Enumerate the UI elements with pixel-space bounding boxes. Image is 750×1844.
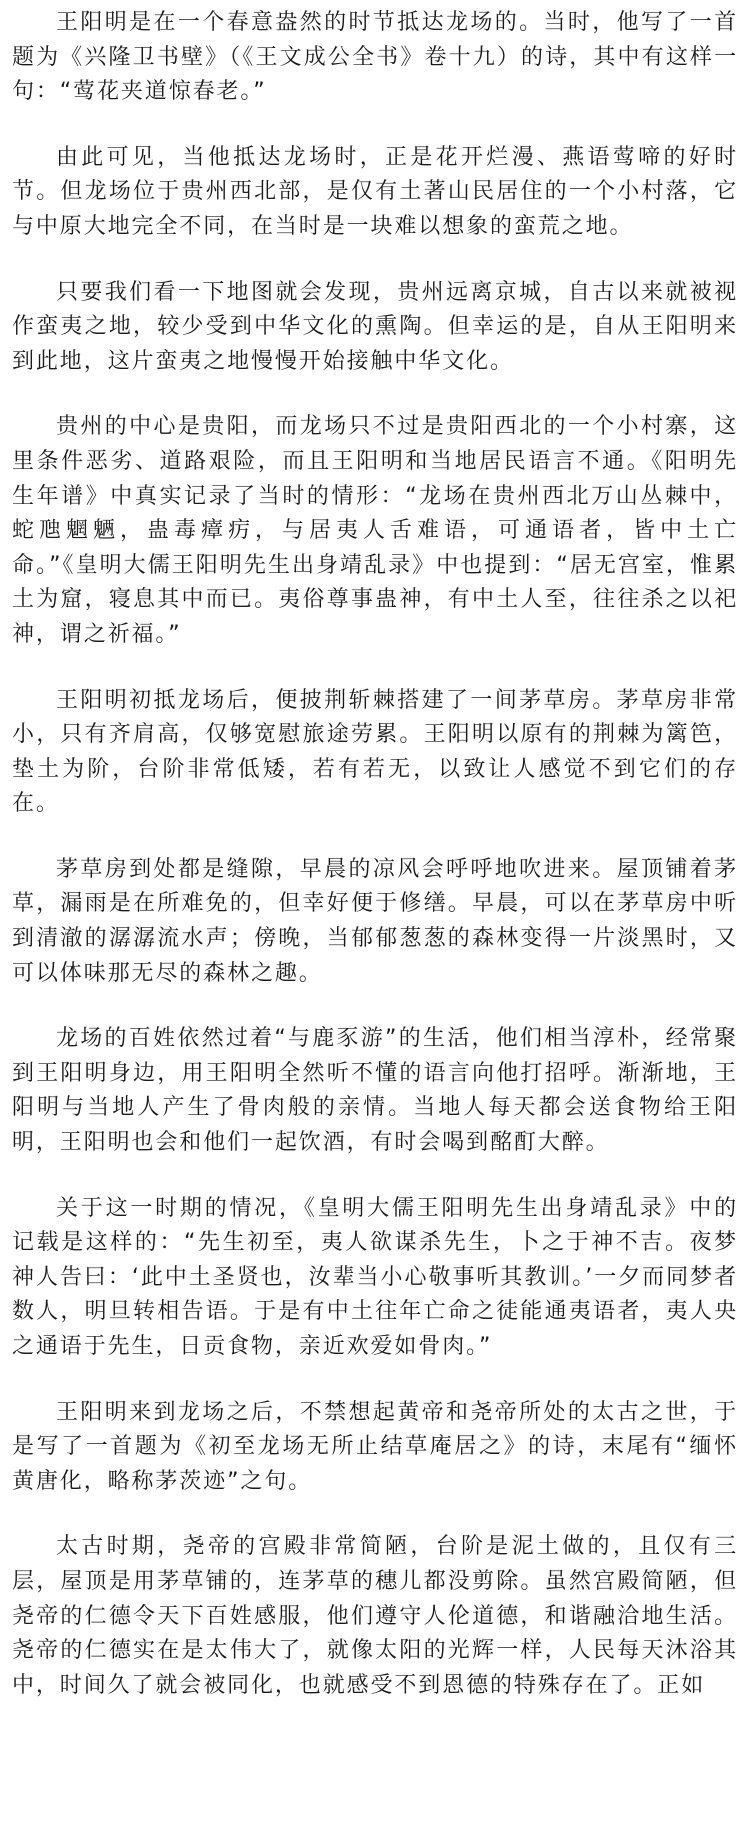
paragraph-1: 王阳明是在一个春意盎然的时节抵达龙场的。当时，他写了一首题为《兴隆卫书壁》（《王文成公全书》卷十九）的诗，其中有这样一句：“莺花夹道惊春老。”: [12, 10, 738, 105]
paragraph-7: 龙场的百姓依然过着“与鹿豕游”的生活，他们相当淳朴，经常聚到王阳明身边，用王阳明全然听不懂的语言向他打招呼。渐渐地，王阳明与当地人产生了骨肉般的亲情。当地人每天都会送食物给王阳明，王阳明也会和他们一起饮酒，有时会喝到酩酊大醉。: [12, 1026, 738, 1156]
paragraph-8: 关于这一时期的情况，《皇明大儒王阳明先生出身靖乱录》中的记载是这样的：“先生初至，夷人欲谋杀先生，卜之于神不吉。夜梦神人告曰：‘此中土圣贤也，汝辈当小心敬事听其教训。’一夕而同梦者数人，明旦转相告语。于是有中土往年亡命之徒能通夷语者，夷人央之通语于先生，日贡食物，亲近欢爱如骨肉。”: [12, 1195, 738, 1359]
paragraph-10: 太古时期，尧帝的宫殿非常简陋，台阶是泥土做的，且仅有三层，屋顶是用茅草铺的，连茅草的穗儿都没剪除。虽然宫殿简陋，但尧帝的仁德令天下百姓感服，他们遵守人伦道德，和谐融洽地生活。尧帝的仁德实在是太伟大了，就像太阳的光辉一样，人民每天沐浴其中，时间久了就会被同化，也就感受不到恩德的特殊存在了。正如: [12, 1534, 738, 1698]
paragraph-5: 王阳明初抵龙场后，便披荆斩棘搭建了一间茅草房。茅草房非常小，只有齐肩高，仅够宽慰旅途劳累。王阳明以原有的荆棘为篱笆，垫土为阶，台阶非常低矮，若有若无，以致让人感觉不到它们的存在。: [12, 687, 738, 817]
paragraph-3: 只要我们看一下地图就会发现，贵州远离京城，自古以来就被视作蛮夷之地，较少受到中华文化的熏陶。但幸运的是，自从王阳明来到此地，这片蛮夷之地慢慢开始接触中华文化。: [12, 279, 738, 374]
paragraph-2: 由此可见，当他抵达龙场时，正是花开烂漫、燕语莺啼的好时节。但龙场位于贵州西北部，是仅有土著山民居住的一个小村落，它与中原大地完全不同，在当时是一块难以想象的蛮荒之地。: [12, 144, 738, 239]
paragraph-6: 茅草房到处都是缝隙，早晨的凉风会呼呼地吹进来。屋顶铺着茅草，漏雨是在所难免的，但幸好便于修缮。早晨，可以在茅草房中听到清澈的潺潺流水声；傍晚，当郁郁葱葱的森林变得一片淡黑时，又可以体味那无尽的森林之趣。: [12, 856, 738, 986]
paragraph-4: 贵州的中心是贵阳，而龙场只不过是贵阳西北的一个小村寨，这里条件恶劣、道路艰险，而且王阳明和当地居民语言不通。《阳明先生年谱》中真实记录了当时的情形：“龙场在贵州西北万山丛棘中，蛇虺魍魉，蛊毒瘴疠，与居夷人舌难语，可通语者，皆中土亡命。”《皇明大儒王阳明先生出身靖乱录》中也提到：“居无宫室，惟累土为窟，寝息其中而已。夷俗尊事蛊神，有中土人至，往往杀之以祀神，谓之祈福。”: [12, 414, 738, 647]
paragraph-9: 王阳明来到龙场之后，不禁想起黄帝和尧帝所处的太古之世，于是写了一首题为《初至龙场无所止结草庵居之》的诗，末尾有“缅怀黄唐化，略称茅茨迹”之句。: [12, 1399, 738, 1494]
